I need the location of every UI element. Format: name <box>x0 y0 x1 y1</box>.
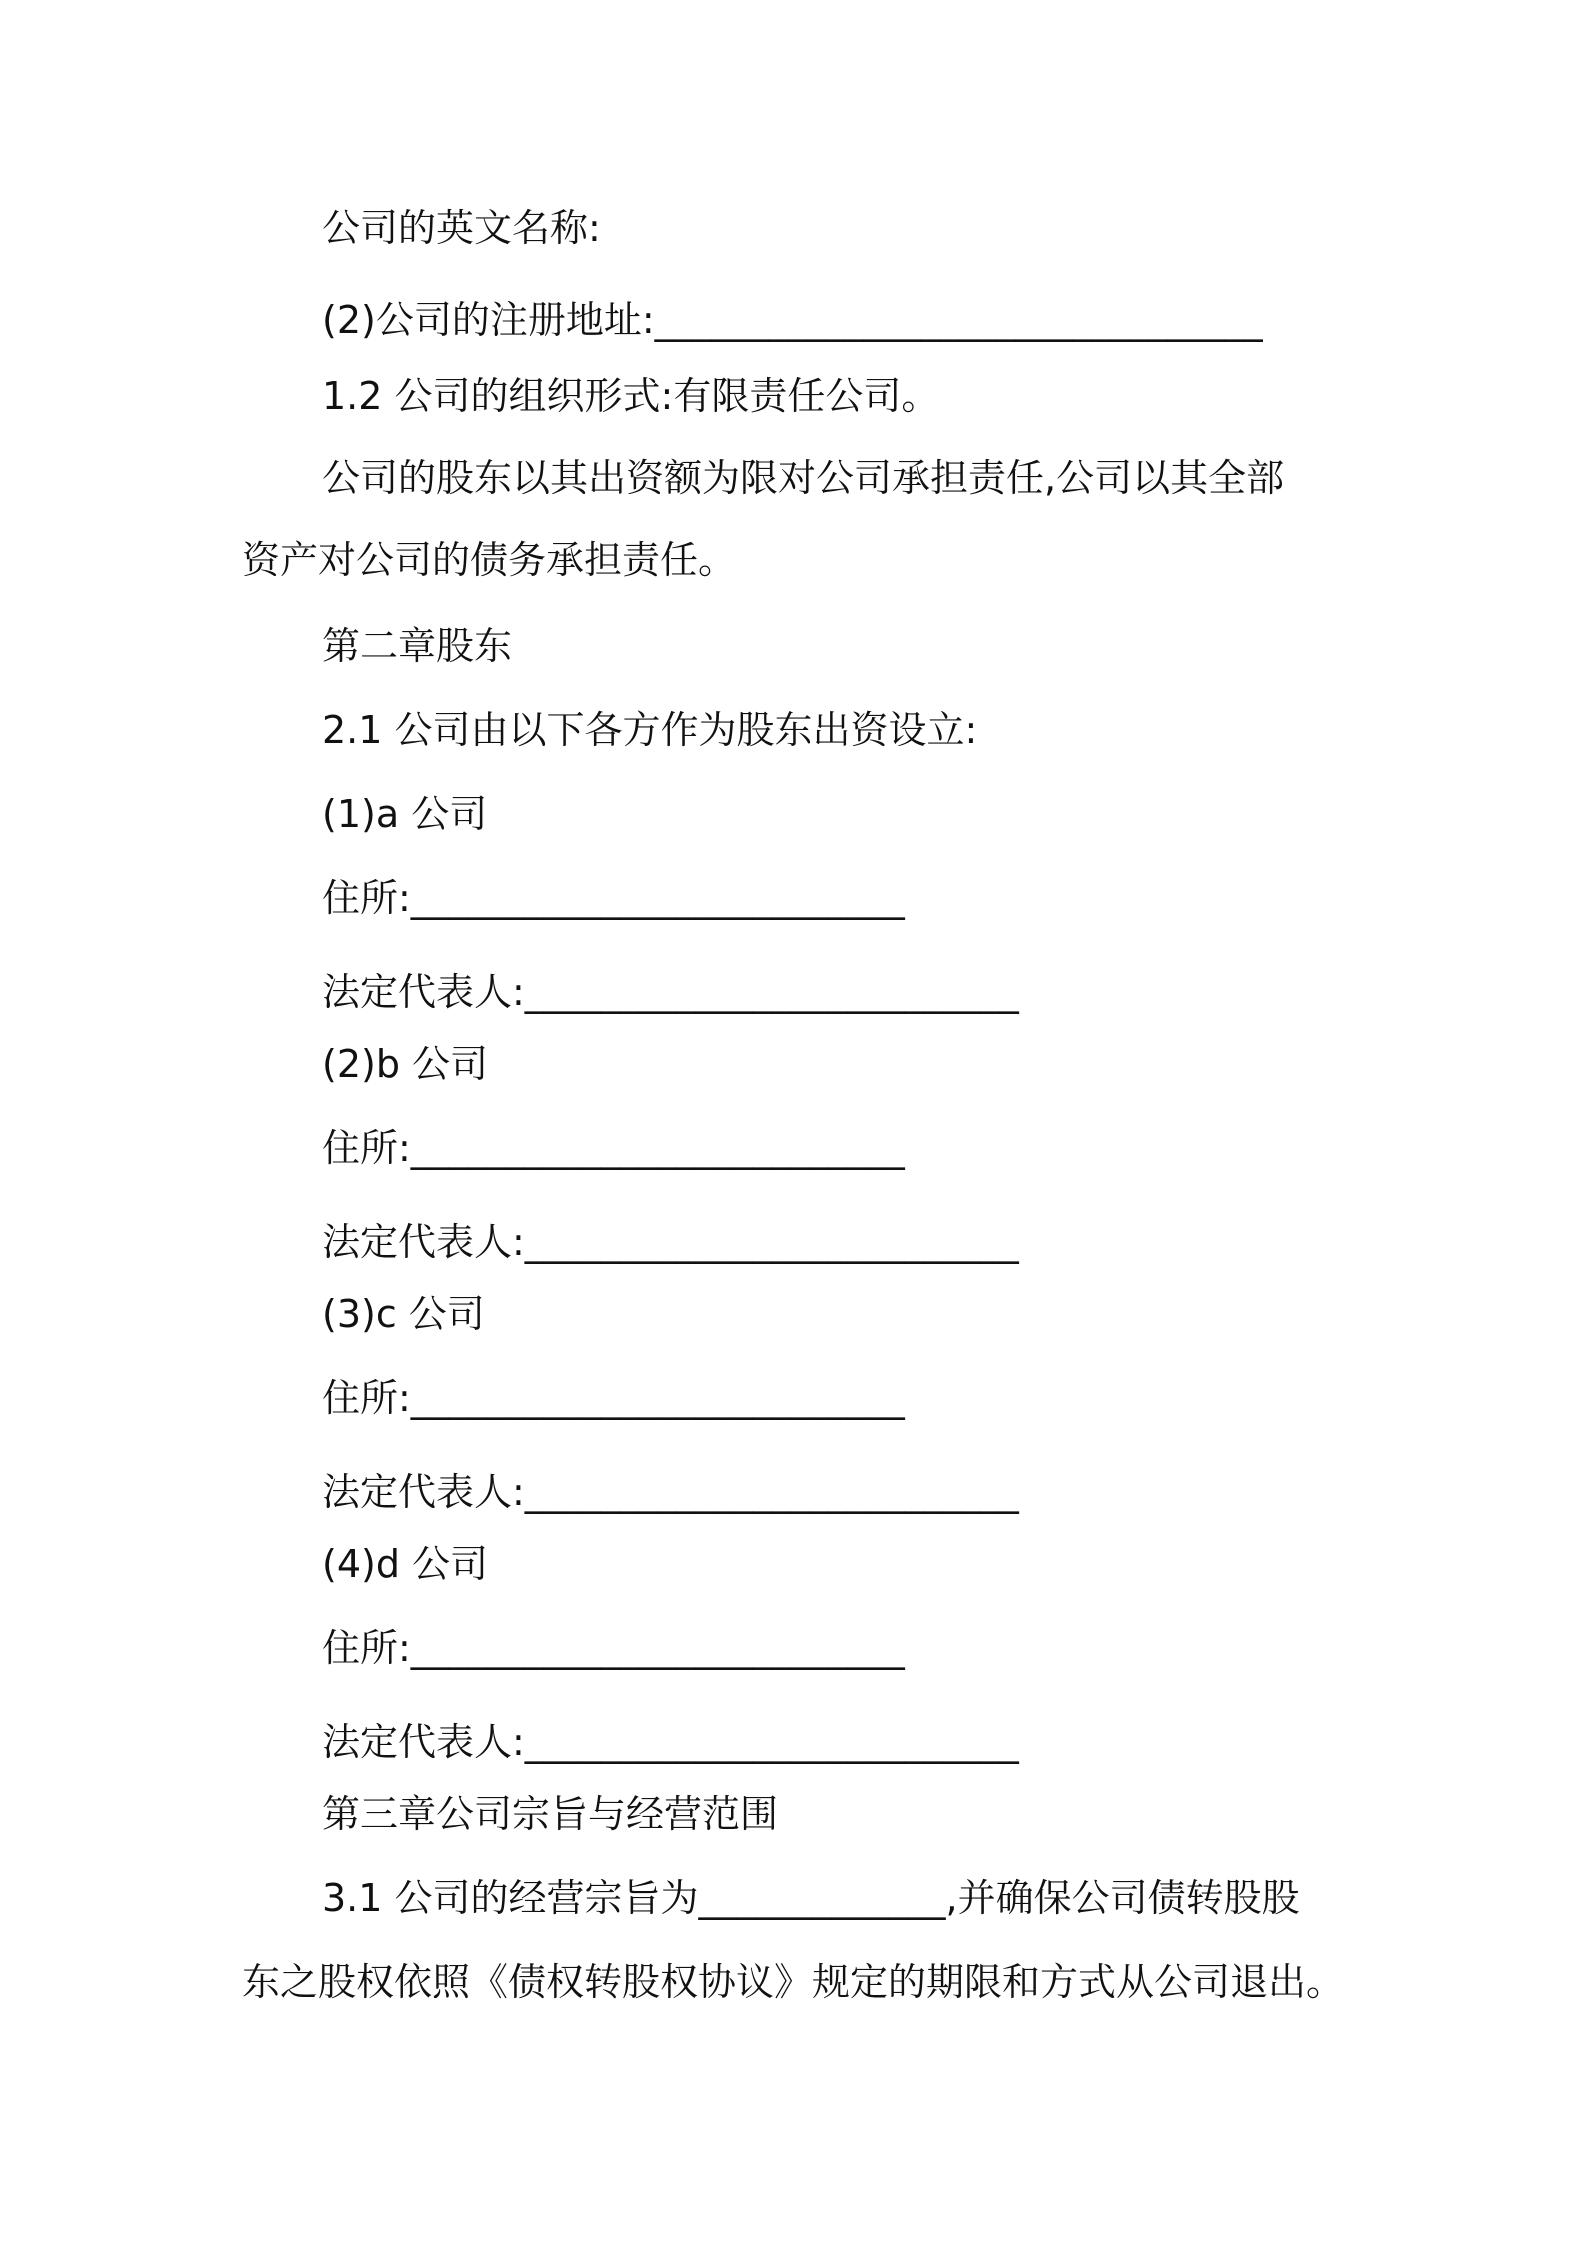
registered-address-line: (2)公司的注册地址:________________________________ <box>322 298 1263 342</box>
company-english-name-line: 公司的英文名称: <box>322 206 601 250</box>
shareholder-b-title: (2)b 公司 <box>322 1042 489 1086</box>
organization-form-line: 1.2 公司的组织形式:有限责任公司。 <box>322 374 940 418</box>
chapter-three-heading: 第三章公司宗旨与经营范围 <box>322 1792 779 1836</box>
liability-paragraph-line-2: 资产对公司的债务承担责任。 <box>242 538 737 582</box>
chapter-two-heading: 第二章股东 <box>322 624 513 668</box>
shareholder-b-representative: 法定代表人:__________________________ <box>322 1220 1019 1264</box>
shareholder-a-address: 住所:__________________________ <box>322 876 905 920</box>
shareholder-b-address: 住所:__________________________ <box>322 1126 905 1170</box>
shareholder-c-representative: 法定代表人:__________________________ <box>322 1470 1019 1514</box>
shareholders-intro-line: 2.1 公司由以下各方作为股东出资设立: <box>322 708 978 752</box>
business-purpose-line-2: 东之股权依照《债权转股权协议》规定的期限和方式从公司退出。 <box>242 1960 1345 2004</box>
shareholder-a-representative: 法定代表人:__________________________ <box>322 970 1019 1014</box>
shareholder-c-address: 住所:__________________________ <box>322 1376 905 1420</box>
shareholder-c-title: (3)c 公司 <box>322 1292 485 1336</box>
business-purpose-line-1: 3.1 公司的经营宗旨为_____________,并确保公司债转股股 <box>322 1876 1300 1920</box>
shareholder-d-address: 住所:__________________________ <box>322 1626 905 1670</box>
liability-paragraph-line-1: 公司的股东以其出资额为限对公司承担责任,公司以其全部 <box>322 456 1285 500</box>
shareholder-d-representative: 法定代表人:__________________________ <box>322 1720 1019 1764</box>
shareholder-a-title: (1)a 公司 <box>322 792 488 836</box>
shareholder-d-title: (4)d 公司 <box>322 1542 489 1586</box>
